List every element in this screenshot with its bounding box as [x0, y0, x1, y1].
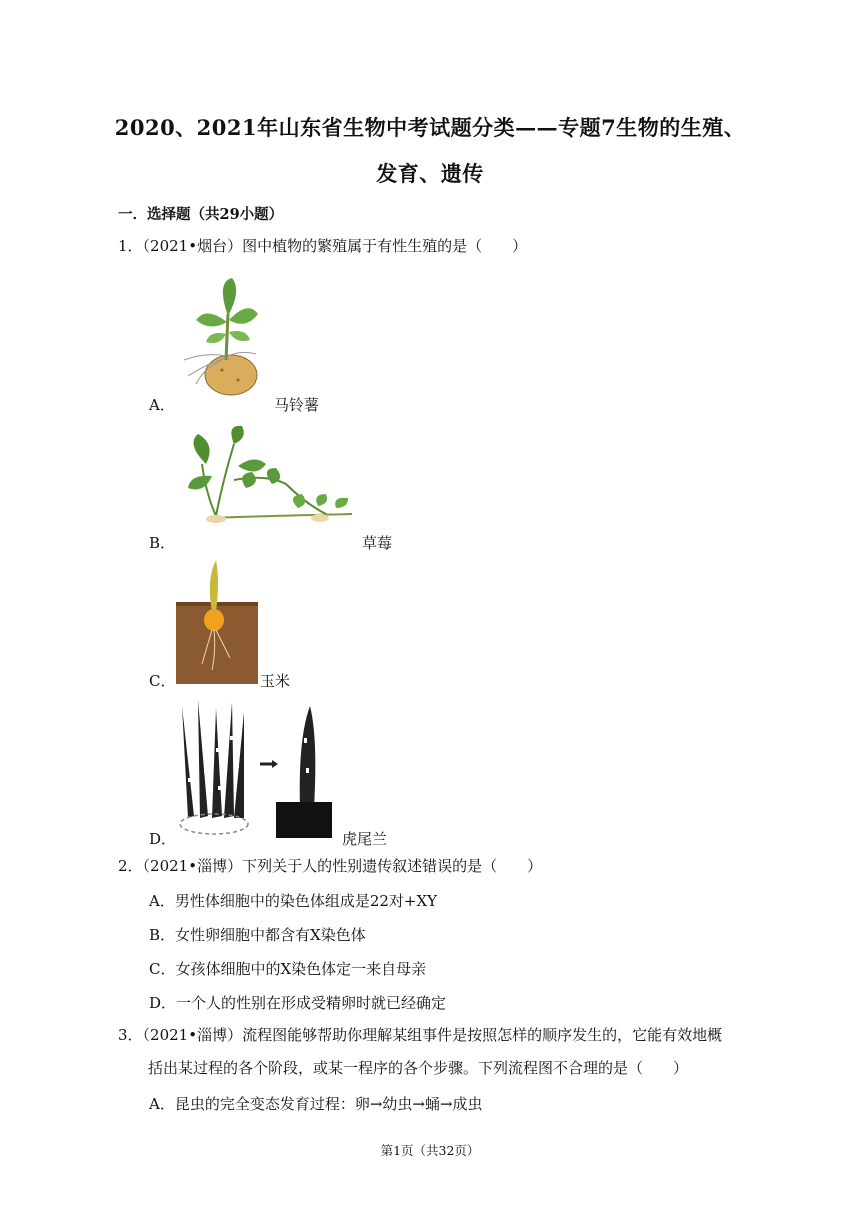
- strawberry-plant-image: [176, 424, 358, 530]
- question-1-option-a-letter: A．: [149, 396, 175, 414]
- question-1-option-b-caption: 草莓: [362, 534, 393, 552]
- section-heading: 一．选择题（共29小题）: [118, 206, 284, 223]
- question-3-stem-line1: 3．（2021•淄博）流程图能够帮助你理解某组事件是按照怎样的顺序发生的，它能有效地概: [118, 1026, 723, 1044]
- question-2-option-b: B．女性卵细胞中都含有X染色体: [149, 926, 366, 944]
- page-footer: 第1页（共32页）: [380, 1143, 480, 1158]
- question-1-option-a-caption: 马铃薯: [274, 396, 320, 414]
- snake-plant-cutting-image: [176, 698, 336, 840]
- question-2-option-d: D．一个人的性别在形成受精卵时就已经确定: [149, 994, 447, 1012]
- question-1-option-c-letter: C．: [149, 672, 176, 690]
- question-1-option-d-caption: 虎尾兰: [342, 830, 388, 848]
- question-1-option-d-letter: D．: [149, 830, 177, 848]
- question-1-stem: 1．（2021•烟台）图中植物的繁殖属于有性生殖的是（ ）: [118, 237, 528, 255]
- question-3-option-a: A．昆虫的完全变态发育过程：卵→幼虫→蛹→成虫: [149, 1095, 483, 1113]
- potato-plant-image: [176, 276, 260, 398]
- question-3-stem-line2: 括出某过程的各个阶段，或某一程序的各个步骤。下列流程图不合理的是（ ）: [148, 1059, 689, 1077]
- corn-seedling-image: [176, 560, 258, 684]
- question-2-option-a: A．男性体细胞中的染色体组成是22对+XY: [149, 892, 438, 910]
- question-1-option-b-letter: B．: [149, 534, 176, 552]
- question-2-option-c: C．女孩体细胞中的X染色体定一来自母亲: [149, 960, 427, 978]
- question-2-stem: 2．（2021•淄博）下列关于人的性别遗传叙述错误的是（ ）: [118, 857, 543, 875]
- question-1-option-c-caption: 玉米: [260, 672, 291, 690]
- document-title-line2: 发育、遗传: [376, 161, 484, 186]
- document-title-line1: 2020、2021年山东省生物中考试题分类——专题7生物的生殖、: [114, 115, 746, 140]
